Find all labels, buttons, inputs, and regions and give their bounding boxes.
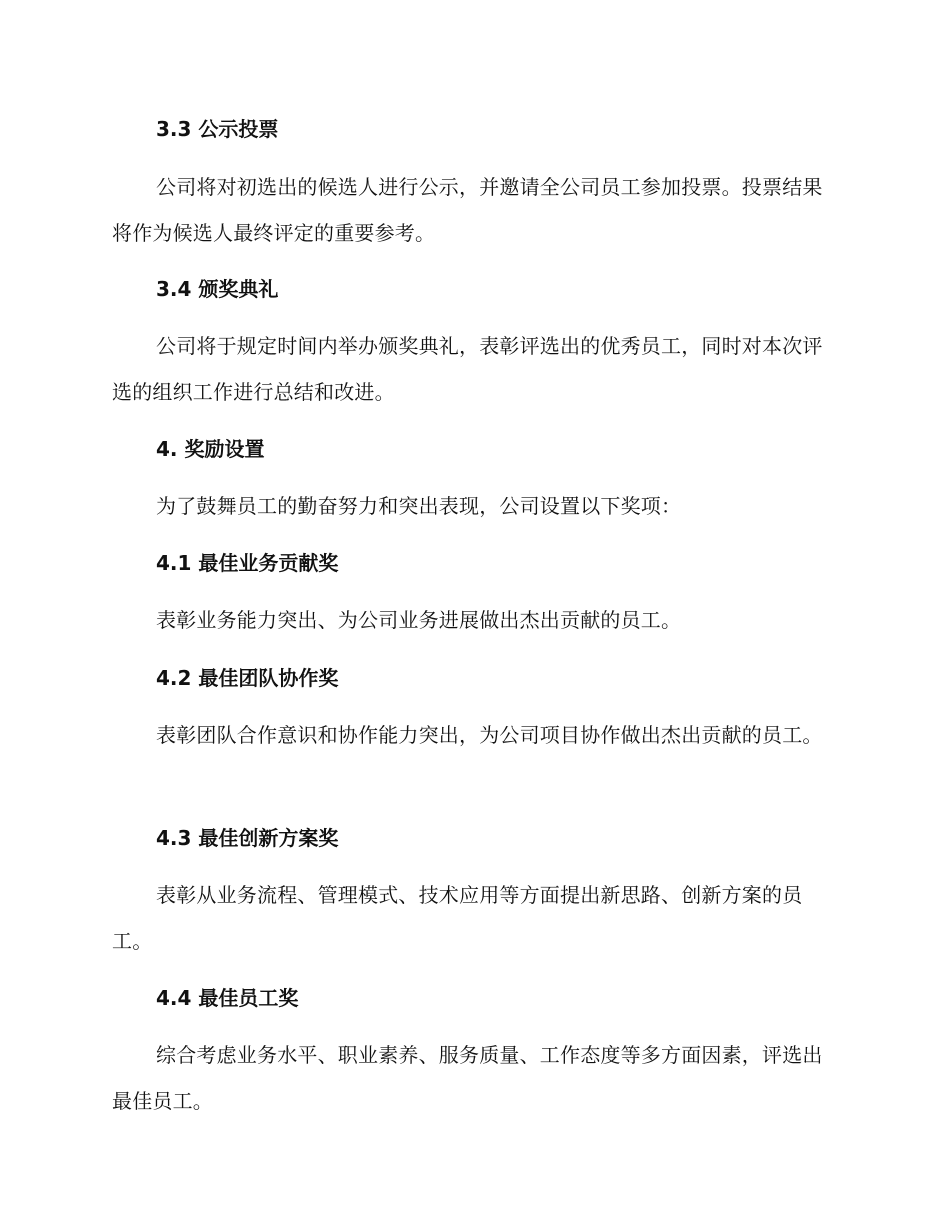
section-body-4-1: 表彰业务能力突出、为公司业务进展做出杰出贡献的员工。 xyxy=(156,608,682,632)
section-body-4-4: 综合考虑业务水平、职业素养、服务质量、工作态度等多方面因素，评选出最佳员工。 xyxy=(112,1043,823,1113)
section-heading-4: 4. 奖励设置 xyxy=(156,437,265,461)
section-body-3-3: 公司将对初选出的候选人进行公示，并邀请全公司员工参加投票。投票结果将作为候选人最终评定的重要参考。 xyxy=(112,175,823,245)
section-heading-4-4: 4.4 最佳员工奖 xyxy=(156,986,299,1010)
section-body-4-2: 表彰团队合作意识和协作能力突出，为公司项目协作做出杰出贡献的员工。 xyxy=(156,723,823,747)
section-heading-3-3: 3.3 公示投票 xyxy=(156,117,279,141)
section-heading-4-2: 4.2 最佳团队协作奖 xyxy=(156,666,339,690)
section-body-4: 为了鼓舞员工的勤奋努力和突出表现，公司设置以下奖项： xyxy=(156,494,682,518)
section-heading-4-3: 4.3 最佳创新方案奖 xyxy=(156,826,339,850)
section-heading-4-1: 4.1 最佳业务贡献奖 xyxy=(156,551,339,575)
section-body-4-3: 表彰从业务流程、管理模式、技术应用等方面提出新思路、创新方案的员工。 xyxy=(112,883,803,953)
section-body-3-4: 公司将于规定时间内举办颁奖典礼，表彰评选出的优秀员工，同时对本次评选的组织工作进行总结和改进。 xyxy=(112,334,823,404)
section-heading-3-4: 3.4 颁奖典礼 xyxy=(156,277,279,301)
